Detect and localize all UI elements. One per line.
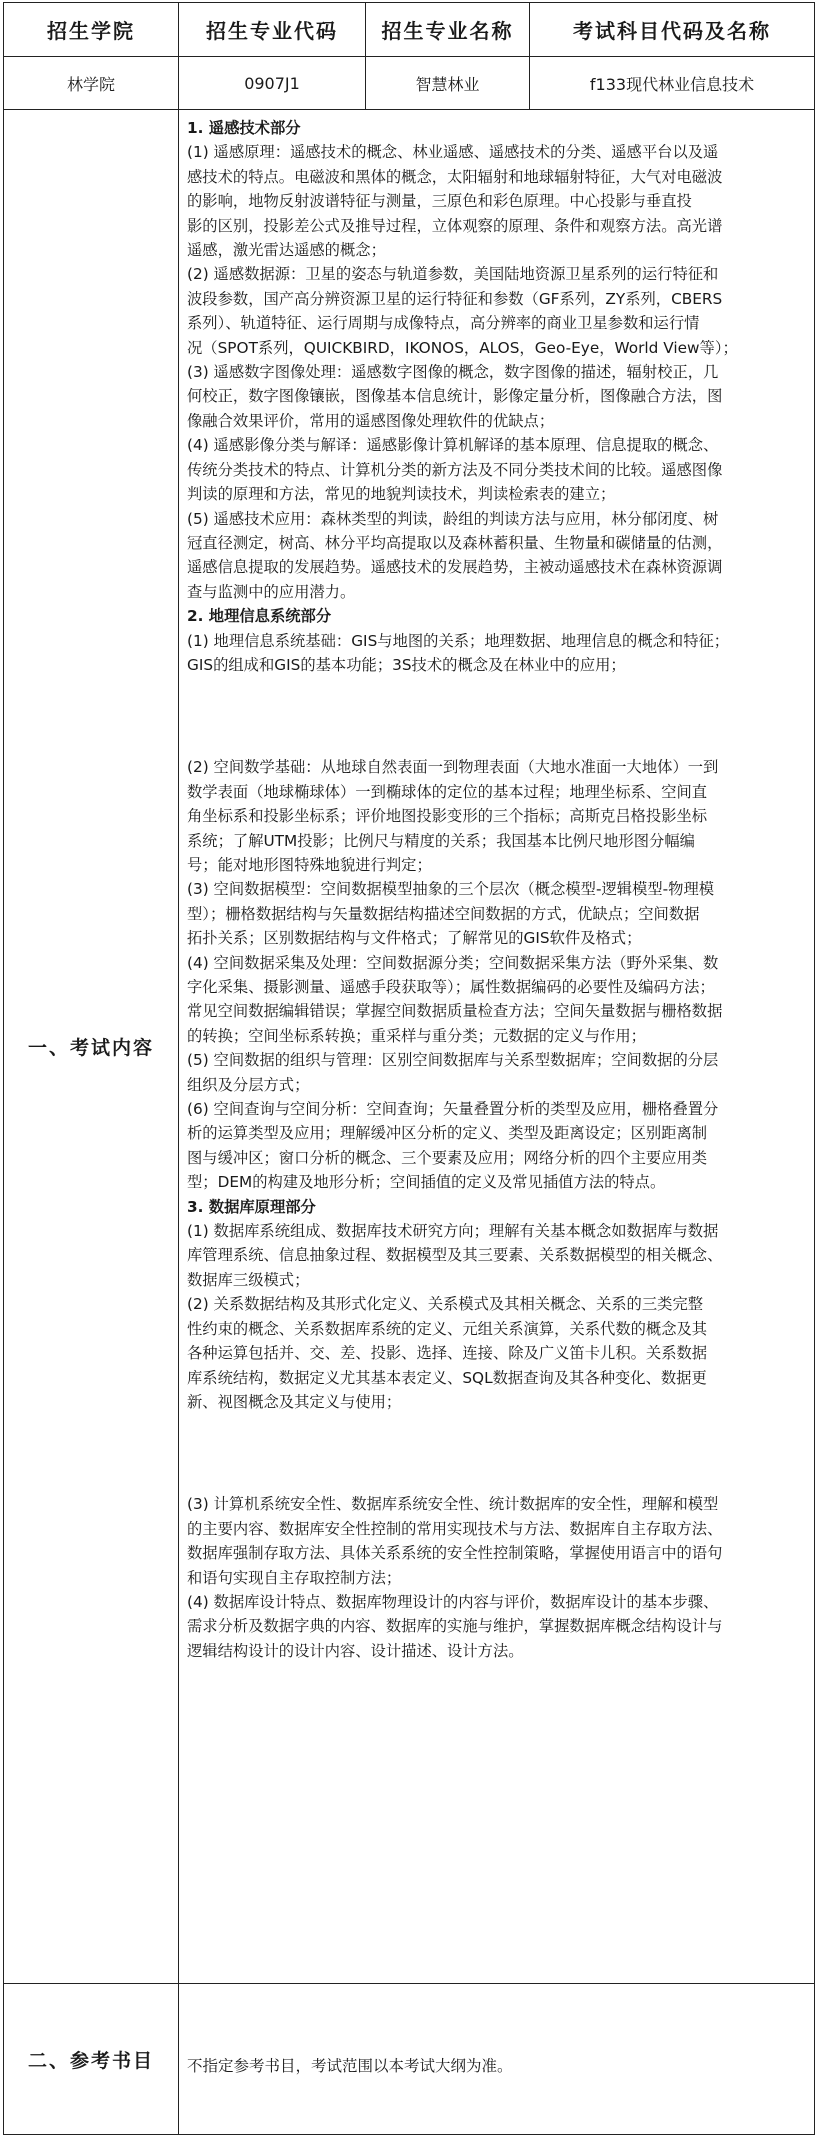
content-line: 拓扑关系；区别数据结构与文件格式；了解常见的GIS软件及格式； [187, 929, 642, 948]
header-major-code: 招生专业代码 [179, 3, 366, 57]
content-line: 逻辑结构设计的设计内容、设计描述、设计方法。 [187, 1641, 524, 1660]
content-line: 数学表面（地球椭球体）一到椭球体的定位的基本过程；地理坐标系、空间直 [187, 782, 708, 801]
content-line: 波段参数，国产高分辨资源卫星的运行特征和参数（GF系列，ZY系列，CBERS [187, 289, 723, 308]
part1-title: 1. 遥感技术部分 [187, 119, 301, 137]
content-line: 组织及分层方式； [187, 1075, 310, 1094]
reference-label: 二、参考书目 [4, 1984, 179, 2135]
content-line: 况（SPOT系列，QUICKBIRD，IKONOS，ALOS，Geo-Eye，World View等）； [187, 338, 738, 357]
reference-row [4, 1984, 815, 2135]
content-line: 何校正，数字图像镶嵌，图像基本信息统计，影像定量分析，图像融合方法，图 [187, 387, 723, 406]
content-line: 各种运算包括并、交、差、投影、选择、连接、除及广义笛卡儿积。关系数据 [187, 1344, 708, 1363]
content-item [187, 877, 808, 950]
content-line: 性约束的概念、关系数据库系统的定义、元组关系演算，关系代数的概念及其 [187, 1319, 708, 1338]
reference-text: 不指定参考书目，考试范围以本考试大纲为准。 [179, 1984, 815, 2135]
content-item [187, 1590, 808, 1663]
header-subject: 考试科目代码及名称 [530, 3, 815, 57]
content-line: 和语句实现自主存取控制方法； [187, 1568, 402, 1587]
content-line: (2) 空间数学基础：从地球自然表面一到物理表面（大地水准面一大地体）一到 [187, 758, 719, 777]
header-row [4, 3, 815, 57]
content-item [187, 1219, 808, 1292]
content-line: 影的区别，投影差公式及推导过程，立体观察的原理、条件和观察方法。高光谱 [187, 216, 723, 235]
content-item [187, 262, 808, 360]
content-line: 新、视图概念及其定义与使用； [187, 1392, 402, 1411]
content-line: (5) 遥感技术应用：森林类型的判读，龄组的判读方法与应用，林分郁闭度、树 [187, 509, 719, 528]
content-line: 的影响，地物反射波谱特征与测量，三原色和彩色原理。中心投影与垂直投 [187, 192, 692, 211]
part3-items-b [187, 1492, 808, 1663]
exam-content-label: 一、考试内容 [4, 110, 179, 1984]
content-line: 角坐标系和投影坐标系；评价地图投影变形的三个指标；高斯克吕格投影坐标 [187, 807, 708, 826]
content-line: 系列）、轨道特征、运行周期与成像特点，高分辨率的商业卫星参数和运行情 [187, 314, 700, 333]
content-line: 型）；栅格数据结构与矢量数据结构描述空间数据的方式，优缺点；空间数据 [187, 904, 700, 923]
content-line: 数据库强制存取方法、具体关系系统的安全性控制策略，掌握使用语言中的语句 [187, 1544, 723, 1563]
content-line: (4) 遥感影像分类与解译：遥感影像计算机解译的基本原理、信息提取的概念、 [187, 436, 719, 455]
content-item [187, 1492, 808, 1590]
content-line: 图与缓冲区；窗口分析的概念、三个要素及应用；网络分析的四个主要应用类 [187, 1148, 708, 1167]
content-line: (3) 空间数据模型：空间数据模型抽象的三个层次（概念模型-逻辑模型-物理模 [187, 880, 715, 899]
content-item [187, 507, 808, 605]
content-line: 判读的原理和方法，常见的地貌判读技术，判读检索表的建立； [187, 485, 616, 504]
content-item [187, 1048, 808, 1097]
part3-items-a [187, 1219, 808, 1414]
content-line: 系统；了解UTM投影；比例尺与精度的关系；我国基本比例尺地形图分幅编 [187, 831, 695, 850]
content-line: 数据库三级模式； [187, 1270, 310, 1289]
content-line: 的主要内容、数据库安全性控制的常用实现技术与方法、数据库自主存取方法、 [187, 1519, 723, 1538]
part3-title: 3. 数据库原理部分 [187, 1197, 316, 1216]
exam-syllabus-table [3, 2, 815, 2135]
content-item [187, 1097, 808, 1195]
content-line: (1) 数据库系统组成、数据库技术研究方向；理解有关基本概念如数据库与数据 [187, 1222, 719, 1241]
content-line: 型；DEM的构建及地形分析；空间插值的定义及常见插值方法的特点。 [187, 1173, 666, 1192]
content-item [187, 629, 808, 678]
subject-cell: f133现代林业信息技术 [530, 57, 815, 110]
major-code-cell: 0907J1 [179, 57, 366, 110]
blank-gap [187, 677, 808, 755]
content-item [187, 755, 808, 877]
content-line: (2) 关系数据结构及其形式化定义、关系模式及其相关概念、关系的三类完整 [187, 1295, 704, 1314]
content-line: 号；能对地形图特殊地貌进行判定； [187, 855, 432, 874]
content-line: 字化采集、摄影测量、遥感手段获取等）；属性数据编码的必要性及编码方法； [187, 978, 715, 996]
exam-content-row [4, 110, 815, 1984]
major-name-cell: 智慧林业 [366, 57, 530, 110]
content-line: 遥感信息提取的发展趋势。遥感技术的发展趋势，主被动遥感技术在森林资源调 [187, 558, 723, 577]
college-cell: 林学院 [4, 57, 179, 110]
content-item [187, 360, 808, 433]
content-line: 常见空间数据编辑错误；掌握空间数据质量检查方法；空间矢量数据与栅格数据 [187, 1002, 723, 1021]
content-line: (6) 空间查询与空间分析：空间查询；矢量叠置分析的类型及应用，栅格叠置分 [187, 1100, 719, 1119]
content-line: 传统分类技术的特点、计算机分类的新方法及不同分类技术间的比较。遥感图像 [187, 460, 723, 479]
header-major-name: 招生专业名称 [366, 3, 530, 57]
info-row [4, 57, 815, 110]
exam-content-body [179, 110, 815, 1984]
part1-items [187, 140, 808, 604]
content-line: 库管理系统、信息抽象过程、数据模型及其三要素、关系数据模型的相关概念、 [187, 1246, 723, 1265]
content-line: (4) 数据库设计特点、数据库物理设计的内容与评价，数据库设计的基本步骤、 [187, 1592, 719, 1611]
content-line: (2) 遥感数据源：卫星的姿态与轨道参数，美国陆地资源卫星系列的运行特征和 [187, 265, 719, 284]
content-line: GIS的组成和GIS的基本功能；3S技术的概念及在林业中的应用； [187, 655, 626, 674]
content-line: 查与监测中的应用潜力。 [187, 582, 356, 601]
content-line: (5) 空间数据的组织与管理：区别空间数据库与关系型数据库；空间数据的分层 [187, 1051, 719, 1070]
content-line: (4) 空间数据采集及处理：空间数据源分类；空间数据采集方法（野外采集、数 [187, 953, 719, 972]
content-item [187, 140, 808, 262]
content-line: 的转换；空间坐标系转换；重采样与重分类；元数据的定义与作用； [187, 1026, 646, 1045]
blank-gap [187, 1414, 808, 1492]
content-line: 需求分析及数据字典的内容、数据库的实施与维护，掌握数据库概念结构设计与 [187, 1617, 723, 1636]
content-line: 库系统结构，数据定义尤其基本表定义、SQL数据查询及其各种变化、数据更 [187, 1368, 707, 1387]
part2-items-a [187, 629, 808, 678]
part2-items-b [187, 755, 808, 1194]
content-line: 像融合效果评价，常用的遥感图像处理软件的优缺点； [187, 411, 555, 430]
content-line: (3) 遥感数字图像处理：遥感数字图像的概念，数字图像的描述，辐射校正，几 [187, 363, 719, 382]
content-item [187, 1292, 808, 1414]
content-item [187, 951, 808, 1049]
content-line: 感技术的特点。电磁波和黑体的概念，太阳辐射和地球辐射特征，大气对电磁波 [187, 167, 723, 186]
content-line: (1) 地理信息系统基础：GIS与地图的关系；地理数据、地理信息的概念和特征； [187, 631, 730, 650]
content-line: 析的运算类型及应用；理解缓冲区分析的定义、类型及距离设定；区别距离制 [187, 1124, 708, 1143]
content-line: (3) 计算机系统安全性、数据库系统安全性、统计数据库的安全性，理解和模型 [187, 1495, 719, 1514]
content-line: (1) 遥感原理：遥感技术的概念、林业遥感、遥感技术的分类、遥感平台以及遥 [187, 143, 719, 162]
part2-title: 2. 地理信息系统部分 [187, 607, 332, 626]
content-line: 冠直径测定，树高、林分平均高提取以及森林蓄积量、生物量和碳储量的估测， [187, 533, 723, 552]
header-college: 招生学院 [4, 3, 179, 57]
content-item [187, 433, 808, 506]
content-line: 遥感，激光雷达遥感的概念； [187, 241, 386, 260]
